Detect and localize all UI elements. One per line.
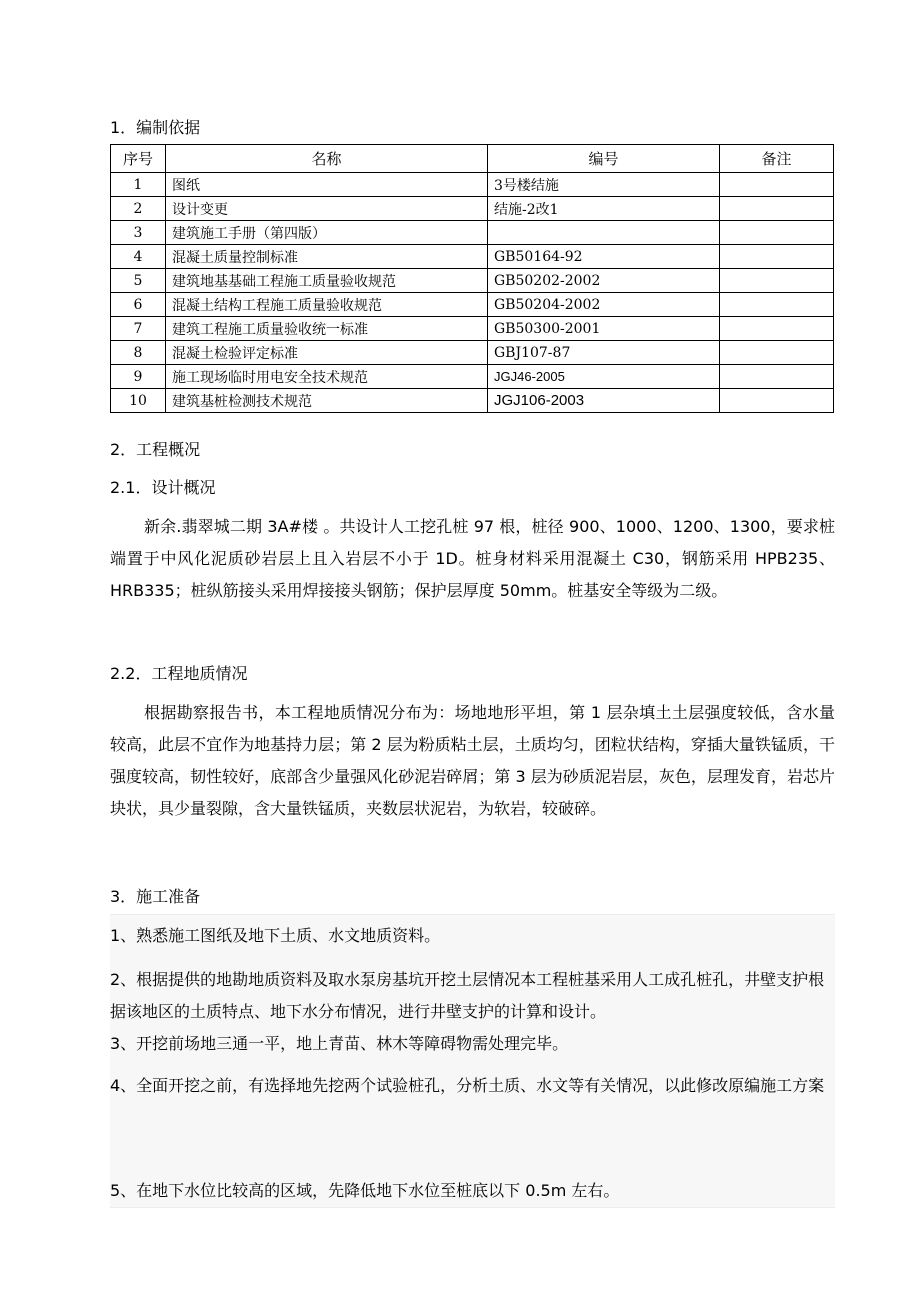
preparation-item: 1、熟悉施工图纸及地下土质、水文地质资料。 bbox=[110, 926, 441, 945]
preparation-item: 5、在地下水位比较高的区域，先降低地下水位至桩底以下 0.5m 左右。 bbox=[110, 1181, 620, 1200]
row-note bbox=[720, 317, 834, 341]
table-header-row bbox=[111, 145, 834, 173]
row-code: GB50300-2001 bbox=[488, 317, 720, 341]
column-header-name: 名称 bbox=[166, 145, 488, 173]
preparation-block bbox=[110, 914, 835, 1208]
row-note bbox=[720, 389, 834, 413]
row-code: 3号楼结施 bbox=[488, 173, 720, 197]
row-note bbox=[720, 221, 834, 245]
row-name: 混凝土检验评定标准 bbox=[166, 341, 488, 365]
geology-paragraph: 根据勘察报告书，本工程地质情况分布为：场地地形平坦，第 1 层杂填土土层强度较低，含水量较高，此层不宜作为地基持力层；第 2 层为粉质粘土层，土质均匀，团粒状结构，穿插大量铁锰质，干强度较高，韧性较好，底部含少量强风化砂泥岩碎屑；第 3 层为砂质泥岩层，灰色，层理发育，岩芯片块状，具少量裂隙，含大量铁锰质，夹数层状泥岩，为软岩，较破碎。 bbox=[110, 703, 835, 818]
reference-table bbox=[110, 144, 834, 413]
section-2-heading: 2．工程概况 bbox=[110, 440, 201, 459]
row-no: 10 bbox=[111, 389, 166, 413]
design-overview-paragraph: 新余.翡翠城二期 3A#楼 。共设计人工挖孔桩 97 根，桩径 900、1000、1200、1300，要求桩端置于中风化泥质砂岩层上且入岩层不小于 1D。桩身材料采用混凝土 C30，钢筋采用 HPB235、HRB335；桩纵筋接头采用焊接接头钢筋；保护层厚度 50mm。桩基安全等级为二级。 bbox=[110, 517, 835, 600]
row-no: 8 bbox=[111, 341, 166, 365]
row-name: 图纸 bbox=[166, 173, 488, 197]
row-code: JGJ46-2005 bbox=[488, 365, 720, 389]
row-code: GBJ107-87 bbox=[488, 341, 720, 365]
table-row bbox=[111, 245, 834, 269]
table-row bbox=[111, 221, 834, 245]
row-code: GB50204-2002 bbox=[488, 293, 720, 317]
column-header-note: 备注 bbox=[720, 145, 834, 173]
row-no: 9 bbox=[111, 365, 166, 389]
row-note bbox=[720, 197, 834, 221]
table-row bbox=[111, 197, 834, 221]
section-3-heading: 3．施工准备 bbox=[110, 887, 201, 906]
row-no: 4 bbox=[111, 245, 166, 269]
table-row bbox=[111, 293, 834, 317]
row-note bbox=[720, 269, 834, 293]
row-no: 1 bbox=[111, 173, 166, 197]
row-code bbox=[488, 221, 720, 245]
row-name: 建筑施工手册（第四版） bbox=[166, 221, 488, 245]
row-name: 建筑地基基础工程施工质量验收规范 bbox=[166, 269, 488, 293]
row-name: 设计变更 bbox=[166, 197, 488, 221]
row-name: 建筑基桩检测技术规范 bbox=[166, 389, 488, 413]
preparation-item: 4、全面开挖之前，有选择地先挖两个试验桩孔，分析土质、水文等有关情况，以此修改原编施工方案 bbox=[110, 1076, 825, 1095]
row-name: 建筑工程施工质量验收统一标准 bbox=[166, 317, 488, 341]
row-no: 3 bbox=[111, 221, 166, 245]
row-name: 混凝土质量控制标准 bbox=[166, 245, 488, 269]
row-name: 施工现场临时用电安全技术规范 bbox=[166, 365, 488, 389]
section-2-1-heading: 2.1．设计概况 bbox=[110, 478, 216, 497]
row-name: 混凝土结构工程施工质量验收规范 bbox=[166, 293, 488, 317]
table-row bbox=[111, 317, 834, 341]
column-header-code: 编号 bbox=[488, 145, 720, 173]
preparation-item: 3、开挖前场地三通一平，地上青苗、林木等障碍物需处理完毕。 bbox=[110, 1034, 569, 1053]
row-note bbox=[720, 341, 834, 365]
row-note bbox=[720, 173, 834, 197]
column-header-no: 序号 bbox=[111, 145, 166, 173]
table-row bbox=[111, 341, 834, 365]
section-2-2-heading: 2.2．工程地质情况 bbox=[110, 664, 248, 683]
row-code: GB50164-92 bbox=[488, 245, 720, 269]
row-note bbox=[720, 293, 834, 317]
row-code: 结施-2改1 bbox=[488, 197, 720, 221]
row-no: 2 bbox=[111, 197, 166, 221]
row-code: JGJ106-2003 bbox=[488, 389, 720, 413]
preparation-item: 2、根据提供的地勘地质资料及取水泵房基坑开挖土层情况本工程桩基采用人工成孔桩孔，井壁支护根据该地区的土质特点、地下水分布情况，进行井壁支护的计算和设计。 bbox=[110, 970, 825, 1021]
table-row bbox=[111, 173, 834, 197]
row-note bbox=[720, 365, 834, 389]
row-no: 6 bbox=[111, 293, 166, 317]
row-no: 5 bbox=[111, 269, 166, 293]
row-code: GB50202-2002 bbox=[488, 269, 720, 293]
row-note bbox=[720, 245, 834, 269]
section-1-heading: 1．编制依据 bbox=[110, 118, 201, 137]
table-row bbox=[111, 365, 834, 389]
row-no: 7 bbox=[111, 317, 166, 341]
table-row bbox=[111, 269, 834, 293]
table-row bbox=[111, 389, 834, 413]
